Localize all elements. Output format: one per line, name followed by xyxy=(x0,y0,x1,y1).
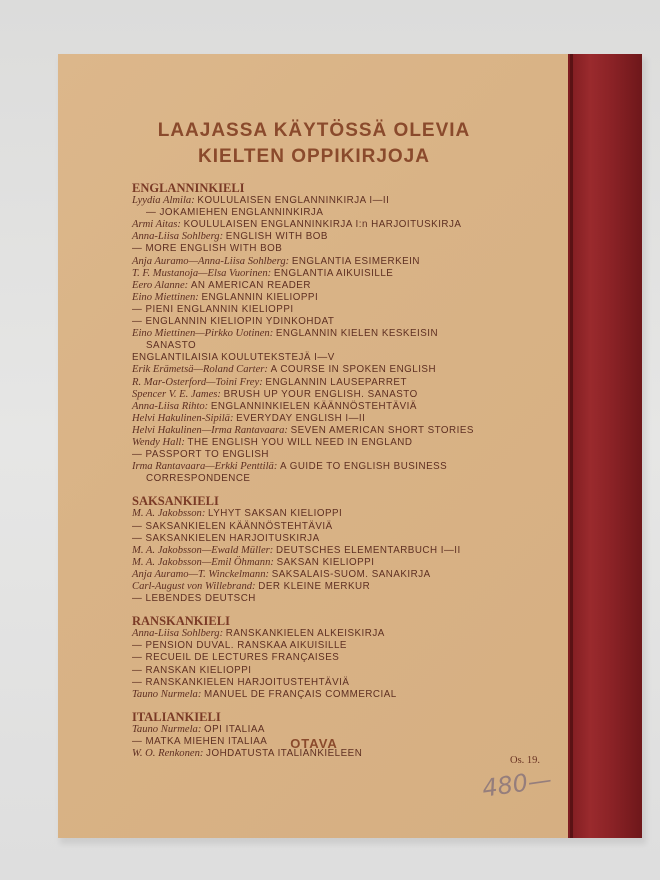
catalog-code: Os. 19. xyxy=(510,755,541,766)
book-title: ENGLANTIA AIKUISILLE xyxy=(273,267,394,279)
book-title: — RANSKANKIELEN HARJOITUSTEHTÄVIÄ xyxy=(132,676,350,688)
book-title: KOULULAISEN ENGLANNINKIRJA I—II xyxy=(197,195,390,207)
section-gap xyxy=(132,701,552,709)
book-entry xyxy=(132,449,552,461)
book-title: A GUIDE TO ENGLISH BUSINESS xyxy=(280,461,448,473)
book-title: CORRESPONDENCE xyxy=(146,473,251,485)
book-title: — SAKSANKIELEN KÄÄNNÖSTEHTÄVIÄ xyxy=(132,520,333,532)
book-author: Lyydia Almila: xyxy=(132,195,195,207)
book-title: MANUEL DE FRANÇAIS COMMERCIAL xyxy=(204,688,397,700)
book-entry xyxy=(132,581,552,593)
book-entry xyxy=(132,280,552,292)
book-title: SEVEN AMERICAN SHORT STORIES xyxy=(290,424,474,436)
book-title: EVERYDAY ENGLISH I—II xyxy=(236,412,366,424)
book-author: Eino Miettinen—Pirkko Uotinen: xyxy=(132,328,274,340)
book-title: ENGLISH WITH BOB xyxy=(225,231,328,243)
book-entry xyxy=(132,521,552,533)
book-author: M. A. Jakobsson: xyxy=(132,508,206,520)
book-author: Wendy Hall: xyxy=(132,436,185,448)
book-author: W. O. Renkonen: xyxy=(132,748,204,760)
book-entry xyxy=(132,231,552,243)
book-entry xyxy=(132,328,552,340)
book-author: Anja Auramo—T. Winckelmann: xyxy=(132,568,270,580)
book-author: R. Mar-Osterford—Toini Frey: xyxy=(132,376,263,388)
book-title: ENGLANNIN KIELEN KESKEISIN xyxy=(275,328,439,340)
book-entry xyxy=(132,533,552,545)
book-title: — PENSION DUVAL. RANSKAA AIKUISILLE xyxy=(132,640,347,652)
book-title: ENGLANNIN KIELIOPPI xyxy=(201,291,319,303)
book-spine xyxy=(568,54,642,838)
book-author: Carl-August von Willebrand: xyxy=(132,581,256,592)
book-entry xyxy=(132,593,552,605)
book-title: SAKSALAIS-SUOM. SANAKIRJA xyxy=(271,568,431,580)
section-title: ITALIANKIELI xyxy=(132,709,221,724)
section-title: ENGLANNINKIELI xyxy=(132,181,245,195)
book-author: Tauno Nurmela: xyxy=(132,723,202,735)
section-gap xyxy=(132,485,552,493)
book-title: ENGLANTIA ESIMERKEIN xyxy=(291,255,420,267)
book-title: AN AMERICAN READER xyxy=(190,279,311,291)
book-entry xyxy=(132,724,552,736)
book-title: KOULULAISEN ENGLANNINKIRJA I:n HARJOITUSKIRJA xyxy=(183,219,462,231)
book-entry xyxy=(132,508,552,520)
book-entry xyxy=(132,473,552,485)
book-title: BRUSH UP YOUR ENGLISH. SANASTO xyxy=(223,388,418,400)
book-entry xyxy=(132,628,552,640)
book-author: Erik Erämetsä—Roland Carter: xyxy=(132,364,268,376)
book-entry xyxy=(132,569,552,581)
book-author: Spencer V. E. James: xyxy=(132,388,221,400)
book-entry xyxy=(132,352,552,364)
book-author: Helvi Hakulinen—Irma Rantavaara: xyxy=(132,424,288,436)
book-entry xyxy=(132,557,552,569)
book-title: OPI ITALIAA xyxy=(204,723,265,735)
book-entry xyxy=(132,340,552,352)
book-author: Eino Miettinen: xyxy=(132,291,199,303)
cover-heading-line1: LAAJASSA KÄYTÖSSÄ OLEVIA xyxy=(157,120,471,141)
book-entry xyxy=(132,425,552,437)
book-title: RANSKANKIELEN ALKEISKIRJA xyxy=(225,628,385,640)
book-entry xyxy=(132,677,552,689)
book-title: — RECUEIL DE LECTURES FRANÇAISES xyxy=(132,652,340,664)
book-entry xyxy=(132,292,552,304)
book-author: Armi Aitas: xyxy=(132,219,181,231)
book-author: Irma Rantavaara—Erkki Penttilä: xyxy=(132,461,278,473)
book-entry xyxy=(132,364,552,376)
book-author: Helvi Hakulinen-Sipilä: xyxy=(132,412,234,424)
book-entry xyxy=(132,461,552,473)
book-title: — PASSPORT TO ENGLISH xyxy=(132,449,269,461)
section-gap xyxy=(132,605,552,613)
book-entry xyxy=(132,304,552,316)
book-author: M. A. Jakobsson—Ewald Müller: xyxy=(132,544,274,556)
book-entry xyxy=(132,243,552,255)
book-title: — ENGLANNIN KIELIOPIN YDINKOHDAT xyxy=(132,316,335,328)
book-title: ENGLANTILAISIA KOULUTEKSTEJÄ I—V xyxy=(132,352,335,364)
book-author: Tauno Nurmela: xyxy=(132,688,202,700)
book-title: A COURSE IN SPOKEN ENGLISH xyxy=(270,364,437,376)
pencil-price-note: 480— xyxy=(480,765,554,803)
book-title: JOHDATUSTA ITALIANKIELEEN xyxy=(206,748,363,760)
book-entry xyxy=(132,219,552,231)
book-title: THE ENGLISH YOU WILL NEED IN ENGLAND xyxy=(187,436,413,448)
book-list xyxy=(132,180,552,760)
book-title: — LEBENDES DEUTSCH xyxy=(132,593,256,605)
book-entry xyxy=(132,640,552,652)
book-entry xyxy=(132,377,552,389)
cover-heading-line2: KIELTEN OPPIKIRJOJA xyxy=(198,146,430,167)
book-author: M. A. Jakobsson—Emil Öhmann: xyxy=(132,556,274,568)
book-title: SAKSAN KIELIOPPI xyxy=(276,556,375,568)
book-author: Anja Auramo—Anna-Liisa Sohlberg: xyxy=(132,255,290,267)
book-title: DER KLEINE MERKUR xyxy=(258,581,371,592)
spine-edge xyxy=(570,54,573,838)
section-title: RANSKANKIELI xyxy=(132,614,230,629)
section-title: SAKSANKIELI xyxy=(132,494,219,509)
book-entry xyxy=(132,268,552,280)
book-entry xyxy=(132,665,552,677)
book-entry xyxy=(132,689,552,701)
book-title: SANASTO xyxy=(146,340,197,352)
book-author: T. F. Mustanoja—Elsa Vuorinen: xyxy=(132,267,272,279)
book-title: — SAKSANKIELEN HARJOITUSKIRJA xyxy=(132,532,320,544)
publisher-name: OTAVA xyxy=(290,736,338,751)
book-entry xyxy=(132,437,552,449)
book-title: ENGLANNINKIELEN KÄÄNNÖSTEHTÄVIÄ xyxy=(210,400,417,412)
book-author: Anna-Liisa Sohlberg: xyxy=(132,628,224,640)
book-entry xyxy=(132,389,552,401)
book-author: Eero Alanne: xyxy=(132,279,189,291)
book-title: — MATKA MIEHEN ITALIAA xyxy=(132,736,268,748)
book-title: DEUTSCHES ELEMENTARBUCH I—II xyxy=(276,544,461,556)
book-entry xyxy=(132,316,552,328)
book-title: — JOKAMIEHEN ENGLANNINKIRJA xyxy=(146,207,324,219)
book-entry xyxy=(132,195,552,207)
book-author: Anna-Liisa Sohlberg: xyxy=(132,231,224,243)
book-entry xyxy=(132,256,552,268)
book-author: Anna-Liisa Rihto: xyxy=(132,400,209,412)
book-entry xyxy=(132,207,552,219)
book-title: — RANSKAN KIELIOPPI xyxy=(132,664,252,676)
book-entry xyxy=(132,401,552,413)
book-title: ENGLANNIN LAUSEPARRET xyxy=(265,376,407,388)
book-entry xyxy=(132,413,552,425)
book-title: — PIENI ENGLANNIN KIELIOPPI xyxy=(132,303,294,315)
book-entry xyxy=(132,545,552,557)
book-title: LYHYT SAKSAN KIELIOPPI xyxy=(208,508,343,520)
book-title: — MORE ENGLISH WITH BOB xyxy=(132,243,283,255)
book-entry xyxy=(132,652,552,664)
